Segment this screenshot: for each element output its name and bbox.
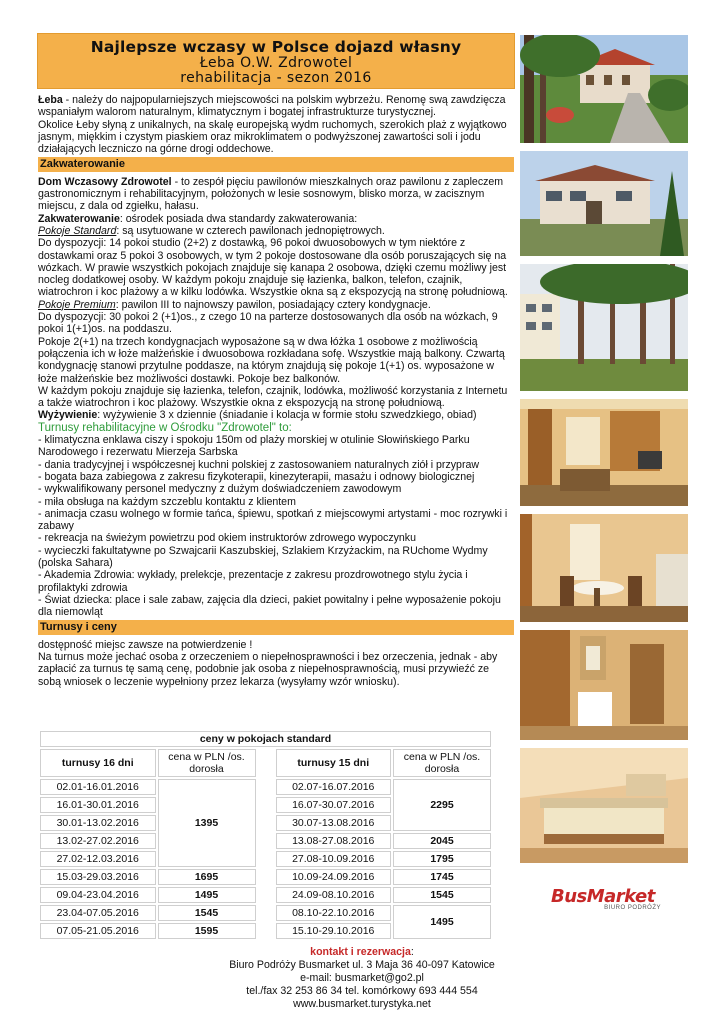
table-spacer bbox=[258, 833, 274, 849]
price-right: 1495 bbox=[393, 905, 491, 939]
standard-lead: Pokoje Standard bbox=[38, 224, 117, 237]
col-header-price-right: cena w PLN /os. dorosła bbox=[393, 749, 491, 777]
contact-email[interactable]: e-mail: busmarket@go2.pl bbox=[300, 972, 424, 984]
turnusy-rehab-heading: Turnusy rehabilitacyjne w Ośrodku "Zdrowotel" to: bbox=[38, 421, 292, 434]
price-right: 1795 bbox=[393, 851, 491, 867]
date-right: 08.10-22.10.2016 bbox=[276, 905, 392, 921]
price-left: 1545 bbox=[158, 905, 256, 921]
price-left: 1495 bbox=[158, 887, 256, 903]
section-zakwaterowanie: Zakwaterowanie bbox=[38, 157, 514, 171]
table-spacer bbox=[258, 815, 274, 831]
photo-pavilion bbox=[520, 151, 688, 256]
date-right: 13.08-27.08.2016 bbox=[276, 833, 392, 849]
date-right: 30.07-13.08.2016 bbox=[276, 815, 392, 831]
price-right: 2295 bbox=[393, 779, 491, 831]
feature-item: - miła obsługa na każdym szczeblu kontaktu z klientem bbox=[38, 495, 296, 508]
dom-lead: Dom Wczasowy Zdrowotel bbox=[38, 175, 172, 188]
wyzywienie-text: : wyżywienie 3 x dziennie (śniadanie i kolacja w formie stołu szwedzkiego, obiad) bbox=[97, 409, 477, 422]
photo-room-1 bbox=[520, 399, 688, 506]
contact-phones: tel./fax 32 253 86 34 tel. komórkowy 693 444 554 bbox=[246, 985, 478, 997]
date-left: 27.02-12.03.2016 bbox=[40, 851, 156, 867]
photo-room-2 bbox=[520, 514, 688, 622]
contact-address: Biuro Podróży Busmarket ul. 3 Maja 36 40-097 Katowice bbox=[229, 959, 495, 971]
table-spacer bbox=[258, 797, 274, 813]
price-table-container bbox=[38, 729, 493, 941]
header-banner bbox=[37, 33, 515, 89]
standard-details: Do dyspozycji: 14 pokoi studio (2+2) z dostawką, 96 pokoi dwuosobowych w tym niektóre z dostawkami oraz 5 pokoi 3 osobowych, w tym 2 pokoje dostosowane dla osób poruszających się na wózkach. W prawie wszystkich pokojach znajduje się kanapa 2 osobowa, dzięki czemu możliwy jest nocleg dodatkowej osoby. W każdym pokoju znajduje się łazienka, balkon, telefon, czajnik, wiatrochron i koc plażowy a w kilku lodówka. Wszystkie okna są z ekspozycją na stronę południową. bbox=[38, 237, 508, 299]
photo-forest-pavilion bbox=[520, 264, 688, 391]
price-left: 1595 bbox=[158, 923, 256, 939]
dom-text: - to zespół pięciu pawilonów mieszkalnych oraz pawilonu z zapleczem gastronomicznym i rehabilitacyjnym, położonych w lesie sosnowym, blisko morza, w zacisznym miejscu, z dala od zgiełku, hałasu. bbox=[38, 175, 504, 213]
contact-colon: : bbox=[410, 946, 414, 958]
table-spacer bbox=[258, 851, 274, 867]
feature-list bbox=[38, 434, 514, 618]
intro-paragraph-2: Okolice Łeby słyną z unikalnych, na skalę europejską wydm ruchomych, szerokich plaż z wyjątkowo jasnym, miękkim i czystym piaskiem oraz mikroklimatem o podwyższonej zawartości soli i jodu działających leczniczo na górne drogi oddechowe. bbox=[38, 118, 507, 156]
feature-item: - wykwalifikowany personel medyczny z dużym doświadczeniem zawodowym bbox=[38, 483, 402, 496]
page-subtitle-location: Łeba O.W. Zdrowotel bbox=[199, 55, 353, 71]
feature-item: - Akademia Zdrowia: wykłady, prelekcje, prezentacje z zakresu prozdrowotnego stylu życia i profilaktyki zdrowia bbox=[38, 569, 468, 594]
logo-sub: BIURO PODRÓŻY bbox=[604, 905, 661, 911]
feature-item: - bogata baza zabiegowa z zakresu fizykoterapii, kinezyterapii, masażu i odnowy biologicznej bbox=[38, 470, 475, 483]
page-subtitle-season: rehabilitacja - sezon 2016 bbox=[180, 70, 372, 86]
date-left: 23.04-07.05.2016 bbox=[40, 905, 156, 921]
logo-brand: BusMarket bbox=[551, 886, 655, 907]
wyzywienie-paragraph bbox=[38, 409, 514, 421]
date-left: 13.02-27.02.2016 bbox=[40, 833, 156, 849]
main-content bbox=[38, 94, 514, 688]
eligibility-note: Na turnus może jechać osoba z orzeczeniem o niepełnosprawności i bez orzeczenia, jednak - aby zapłacić za turnus tę samą cenę, podobnie jak osoba z niepełnosprawnością, musi przywieźć ze sobą wniosek o leczenie wypełniony przez lekarza (wysyłamy wzór wniosku). bbox=[38, 651, 498, 688]
price-table bbox=[38, 729, 493, 941]
premium-paragraph bbox=[38, 299, 514, 311]
feature-item: - animacja czasu wolnego w formie tańca, śpiewu, spotkań z miejscowymi artystami - moc rozrywki i zabawy bbox=[38, 507, 508, 533]
feature-item: - klimatyczna enklawa ciszy i spokoju 150m od plaży morskiej w otulinie Słowińskiego Parku Narodowego i rezerwatu Mierzeja Sarbska bbox=[38, 434, 470, 459]
col-header-15: turnusy 15 dni bbox=[276, 749, 392, 777]
standard-paragraph bbox=[38, 225, 514, 237]
photo-bedroom bbox=[520, 748, 688, 863]
section-turnusy: Turnusy i ceny bbox=[38, 620, 514, 634]
date-left: 16.01-30.01.2016 bbox=[40, 797, 156, 813]
premium-details-1: Do dyspozycji: 30 pokoi 2 (+1)os., z czego 10 na parterze dostosowanych dla osób na wózkach, 9 pokoi 1(+1)os. na poddaszu. bbox=[38, 311, 498, 336]
price-right: 1745 bbox=[393, 869, 491, 885]
premium-lead: Pokoje Premium bbox=[38, 298, 116, 311]
page-title: Najlepsze wczasy w Polsce dojazd własny bbox=[90, 38, 462, 56]
table-spacer bbox=[258, 869, 274, 885]
table-spacer bbox=[258, 887, 274, 903]
availability-note: dostępność miejsc zawsze na potwierdzenie ! bbox=[38, 638, 253, 651]
date-right: 16.07-30.07.2016 bbox=[276, 797, 392, 813]
table-spacer bbox=[258, 923, 274, 939]
premium-details-3: W każdym pokoju znajduje się łazienka, telefon, czajnik, lodówka, możliwość korzystania z Internetu a także wiatrochron i koc plażowy. Wszystkie okna z ekspozycją na stronę południową. bbox=[38, 384, 508, 410]
date-right: 24.09-08.10.2016 bbox=[276, 887, 392, 903]
date-right: 15.10-29.10.2016 bbox=[276, 923, 392, 939]
price-right: 1545 bbox=[393, 887, 491, 903]
standard-text: : są usytuowane w czterech pawilonach jednopiętrowych. bbox=[116, 224, 385, 237]
contact-heading: kontakt i rezerwacja bbox=[310, 946, 411, 958]
feature-item: - wycieczki fakultatywne po Szwajcarii Kaszubskiej, Szlakiem Krzyżackim, na RUchome Wydmy (polska Sahara) bbox=[38, 544, 488, 569]
col-header-price-left: cena w PLN /os. dorosła bbox=[158, 749, 256, 777]
date-left: 15.03-29.03.2016 bbox=[40, 869, 156, 885]
table-spacer bbox=[258, 749, 274, 777]
col-header-16: turnusy 16 dni bbox=[40, 749, 156, 777]
feature-item: - dania tradycyjnej i współczesnej kuchni polskiej z zastosowaniem naturalnych ziół i przypraw bbox=[38, 458, 480, 471]
table-spacer bbox=[258, 779, 274, 795]
footer-contact bbox=[0, 946, 724, 1011]
date-left: 07.05-21.05.2016 bbox=[40, 923, 156, 939]
intro-text: - należy do najpopularniejszych miejscowości na polskim wybrzeżu. Renomę swą zawdzięcza wspaniałym walorom naturalnym, klimatycznym i bogatej infrastrukturze turystycznej. bbox=[38, 94, 506, 119]
photo-resort-path bbox=[520, 35, 688, 143]
intro-paragraph bbox=[38, 94, 514, 119]
premium-details-2: Pokoje 2(+1) na trzech kondygnacjach wyposażone są w dwa łóżka 1 osobowe z możliwością połączenia ich w łoże małżeńskie i dwuosobowa rozkładana sofę. Wszystkie mają balkony. Czwartą kondygnację stanowi przytulne poddasze, na którym znajdują się pokoje 1(+1) os. wyposażone w łoże małżeńskie bez możliwości dostawki. Pokoje bez balkonów. bbox=[38, 335, 505, 385]
feature-item: - Świat dziecka: place i sale zabaw, zajęcia dla dzieci, pakiet powitalny i pełne wyposażenie pokoju dla niemowląt bbox=[38, 593, 501, 619]
date-right: 10.09-24.09.2016 bbox=[276, 869, 392, 885]
zak-lead: Zakwaterowanie bbox=[38, 212, 120, 225]
zak-paragraph bbox=[38, 213, 514, 225]
photo-column bbox=[520, 35, 688, 871]
date-left: 02.01-16.01.2016 bbox=[40, 779, 156, 795]
date-right: 27.08-10.09.2016 bbox=[276, 851, 392, 867]
table-spacer bbox=[258, 905, 274, 921]
date-left: 30.01-13.02.2016 bbox=[40, 815, 156, 831]
busmarket-logo bbox=[551, 887, 661, 917]
price-table-title: ceny w pokojach standard bbox=[40, 731, 491, 747]
date-left: 09.04-23.04.2016 bbox=[40, 887, 156, 903]
feature-item: - rekreacja na świeżym powietrzu pod okiem instruktorów zdrowego wypoczynku bbox=[38, 532, 416, 545]
intro-lead: Łeba bbox=[38, 94, 63, 106]
premium-text: : pawilon III to najnowszy pawilon, posiadający cztery kondygnacje. bbox=[115, 298, 431, 311]
price-left: 1695 bbox=[158, 869, 256, 885]
date-right: 02.07-16.07.2016 bbox=[276, 779, 392, 795]
dom-paragraph bbox=[38, 176, 514, 213]
photo-room-3 bbox=[520, 630, 688, 740]
contact-website[interactable]: www.busmarket.turystyka.net bbox=[293, 998, 431, 1010]
wyzywienie-lead: Wyżywienie bbox=[38, 409, 98, 422]
zak-text: : ośrodek posiada dwa standardy zakwaterowania: bbox=[119, 212, 358, 225]
price-left: 1395 bbox=[158, 779, 256, 867]
price-right: 2045 bbox=[393, 833, 491, 849]
